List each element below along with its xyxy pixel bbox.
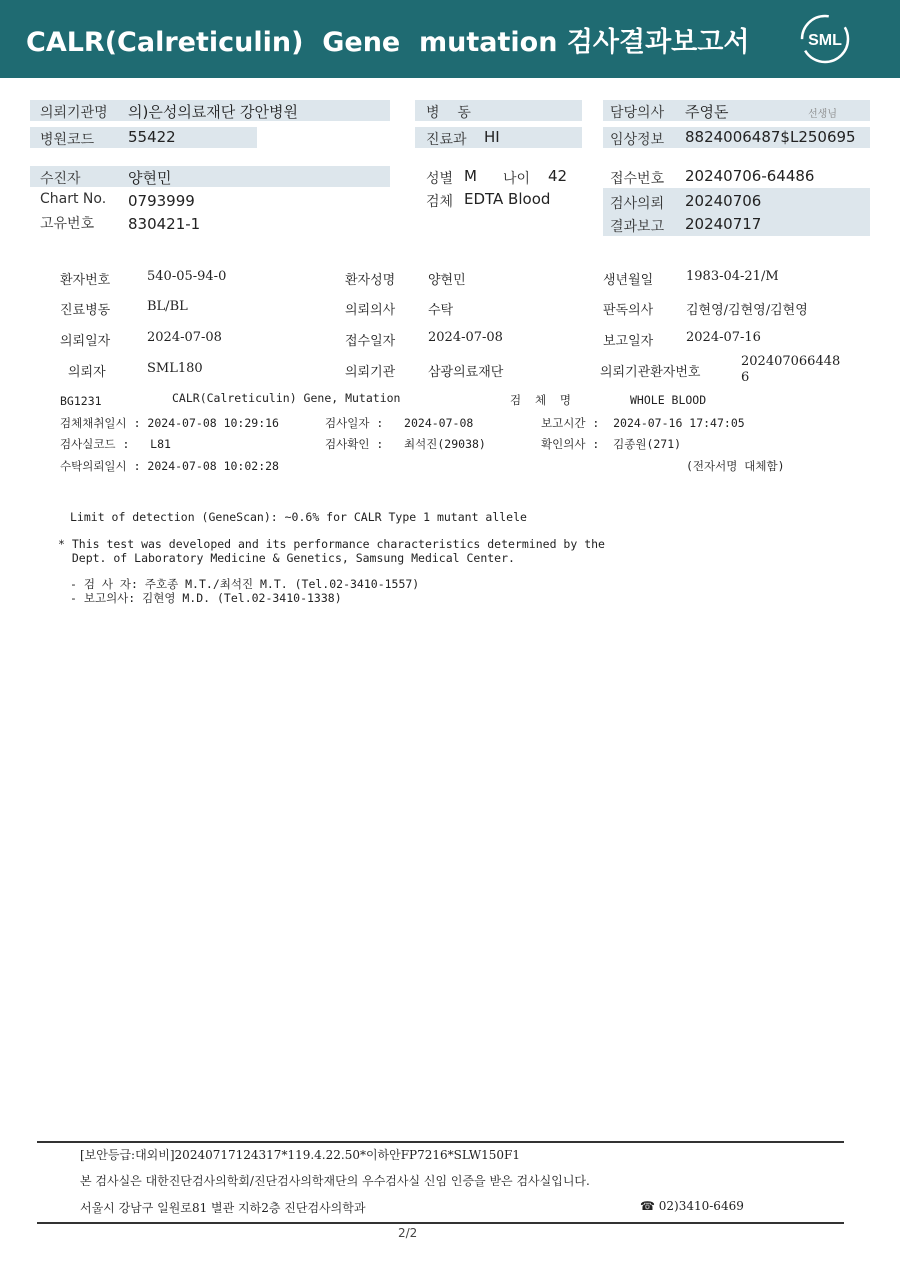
esign-note: (전자서명 대체함): [686, 459, 785, 473]
footer-top-rule: [37, 1141, 844, 1143]
exam-confirm: 검사확인 : 최석진(29038): [325, 437, 486, 451]
scan-value: 2024-07-08: [428, 330, 503, 345]
patient-value: 양현민: [128, 169, 172, 187]
clinical-label: 임상정보: [610, 132, 665, 148]
id-label: 고유번호: [40, 216, 95, 232]
report-label: 결과보고: [610, 219, 665, 235]
scan-value: 수탁: [428, 303, 454, 318]
scan-value: 540-05-94-0: [147, 269, 227, 284]
specimen-name-value: WHOLE BLOOD: [630, 393, 707, 407]
collect-datetime: 검체채취일시 : 2024-07-08 10:29:16: [60, 416, 279, 430]
footer-bottom-rule: [37, 1222, 844, 1224]
scan-label: 생년월일: [603, 273, 654, 288]
scan-value-cont: 6: [741, 370, 750, 385]
certification-line: 본 검사실은 대한진단검사의학회/진단검사의학재단의 우수검사실 신임 인증을 받은 검사실입니다.: [80, 1174, 590, 1188]
sex-value: M: [464, 167, 477, 185]
scan-value: 2024-07-08: [147, 330, 222, 345]
scan-value: 202407066448: [741, 354, 841, 369]
hospital-code-label: 병원코드: [40, 132, 95, 148]
report-value: 20240717: [685, 215, 762, 233]
clinical-value: 8824006487$L250695: [685, 128, 856, 146]
scan-value: BL/BL: [147, 299, 188, 314]
phone-line: ☎ 02)3410-6469: [640, 1199, 744, 1213]
institution-label: 의뢰기관명: [40, 105, 108, 121]
report-title: CALR(Calreticulin) Gene mutation 검사결과보고서: [26, 27, 750, 58]
scan-label: 환자번호: [60, 273, 111, 288]
security-line: [보안등급:대외비]20240717124317*119.4.22.50*이하안FP7216*SLW150F1: [80, 1148, 521, 1162]
age-label: 나이: [503, 171, 531, 187]
reporter-info: - 보고의사: 김현영 M.D. (Tel.02-3410-1338): [70, 591, 342, 605]
request-datetime: 수탁의뢰일시 : 2024-07-08 10:02:28: [60, 459, 279, 473]
receipt-label: 접수번호: [610, 171, 665, 187]
test-code: BG1231: [60, 394, 102, 408]
scan-label: 보고일자: [603, 334, 654, 349]
scan-value: 삼광의료재단: [428, 365, 504, 380]
doctor-value: 주영돈: [685, 103, 729, 121]
exam-date: 검사일자 : 2024-07-08: [325, 416, 474, 430]
specimen-name-label: 검 체 명: [510, 393, 572, 407]
scan-value: 2024-07-16: [686, 330, 761, 345]
scan-label: 진료병동: [60, 303, 111, 318]
ward-label: 병 동: [426, 105, 471, 121]
scan-label: 판독의사: [603, 303, 654, 318]
request-value: 20240706: [685, 192, 762, 210]
patient-label: 수진자: [40, 171, 81, 187]
tester-info: - 검 사 자: 주호종 M.T./최석진 M.T. (Tel.02-3410-1557): [70, 577, 420, 591]
id-value: 830421-1: [128, 215, 201, 233]
scan-value: 1983-04-21/M: [686, 269, 779, 284]
confirm-doctor: 확인의사 : 김종원(271): [541, 437, 682, 451]
scan-label: 접수일자: [345, 334, 396, 349]
doctor-suffix: 선생님: [808, 109, 837, 120]
receipt-value: 20240706-64486: [685, 167, 815, 185]
patient-bar: [30, 166, 390, 187]
hospital-code-value: 55422: [128, 128, 176, 146]
lab-code: 검사실코드 : L81: [60, 437, 171, 451]
scan-label: 의뢰일자: [60, 334, 111, 349]
request-label: 검사의뢰: [610, 196, 665, 212]
svg-text:SML: SML: [808, 32, 842, 49]
address-line: 서울시 강남구 일원로81 별관 지하2층 진단검사의학과: [80, 1201, 366, 1215]
doctor-label: 담당의사: [610, 105, 665, 121]
page-number: 2/2: [398, 1226, 418, 1240]
test-name: CALR(Calreticulin) Gene, Mutation: [172, 391, 401, 405]
scan-label: 의뢰기관환자번호: [600, 365, 701, 380]
scan-value: SML180: [147, 361, 203, 376]
age-value: 42: [548, 167, 568, 185]
scan-label: 의뢰자: [68, 365, 106, 380]
chart-label: Chart No.: [40, 191, 107, 207]
institution-value: 의)은성의료재단 강안병원: [128, 103, 299, 121]
specimen-value: EDTA Blood: [464, 190, 551, 208]
scan-label: 의뢰기관: [345, 365, 396, 380]
specimen-label: 검체: [426, 194, 454, 210]
test-note-line2: Dept. of Laboratory Medicine & Genetics, Samsung Medical Center.: [58, 551, 515, 565]
detection-limit: Limit of detection (GeneScan): ~0.6% for CALR Type 1 mutant allele: [70, 510, 527, 524]
dept-value: HI: [484, 128, 500, 146]
chart-value: 0793999: [128, 192, 195, 210]
report-time: 보고시간 : 2024-07-16 17:47:05: [541, 416, 745, 430]
test-note-line1: * This test was developed and its performance characteristics determined by the: [58, 537, 605, 551]
dept-label: 진료과: [426, 132, 467, 148]
scan-value: 양현민: [428, 273, 466, 288]
scan-label: 환자성명: [345, 273, 396, 288]
scan-value: 김현영/김현영/김현영: [686, 303, 808, 318]
sex-label: 성별: [426, 171, 454, 187]
sml-logo: [800, 14, 850, 64]
scan-label: 의뢰의사: [345, 303, 396, 318]
